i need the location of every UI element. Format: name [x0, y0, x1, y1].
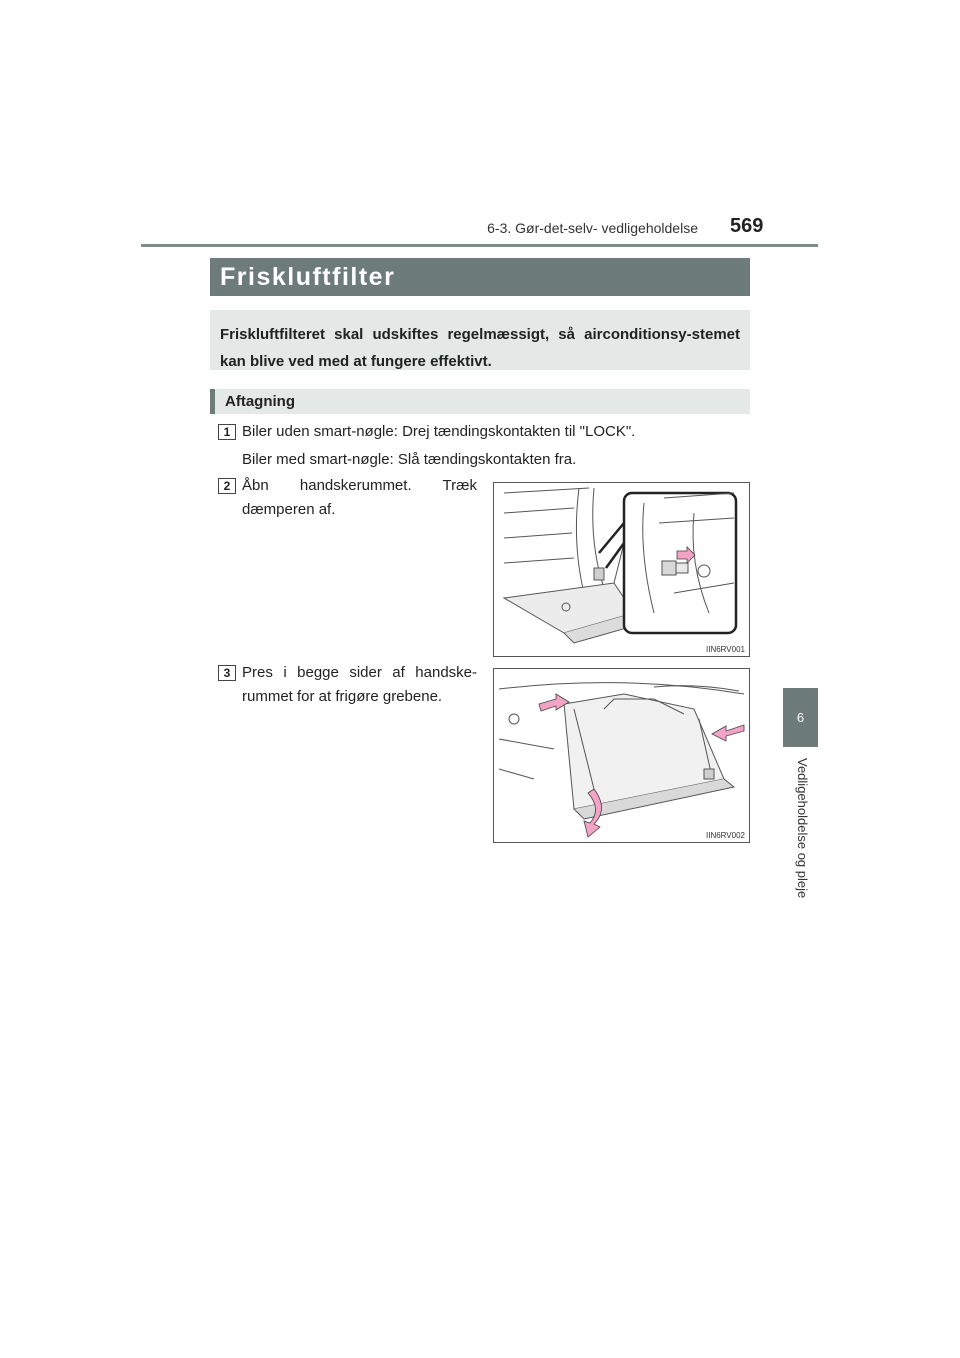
chapter-tab-number: 6 [796, 710, 805, 725]
step-number-3: 3 [218, 665, 236, 681]
intro-text: Friskluftfilteret skal udskiftes regelmæssigt, så airconditionsy-stemet kan blive ved med at fungere effektivt. [220, 326, 740, 370]
header-divider [141, 244, 818, 247]
intro-box [210, 310, 750, 370]
step-number-1: 1 [218, 424, 236, 440]
glovebox-damper-illustration [494, 483, 749, 656]
chapter-tab [783, 688, 818, 747]
subheading-bar [210, 389, 750, 414]
figure-code: IIN6RV002 [706, 831, 745, 840]
step-3-text: Pres i begge sider af handske-rummet for at frigøre grebene. [242, 664, 477, 705]
figure-code: IIN6RV001 [706, 645, 745, 654]
glovebox-release-illustration [494, 669, 749, 842]
running-header-section: 6-3. Gør-det-selv- vedligeholdelse [487, 220, 698, 236]
section-title: Friskluftfilter [220, 262, 396, 291]
page-number: 569 [730, 215, 764, 237]
chapter-tab-label: Vedligeholdelse og pleje [795, 758, 810, 899]
step-1-line-2: Biler med smart-nøgle: Slå tændingskontakten fra. [242, 451, 577, 468]
figure-glovebox-release [493, 668, 750, 843]
section-title-bar [210, 258, 750, 296]
step-number-2: 2 [218, 478, 236, 494]
subheading: Aftagning [225, 393, 295, 410]
step-2-text: Åbn handskerummet. Træk dæmperen af. [242, 477, 477, 518]
figure-glovebox-damper [493, 482, 750, 657]
step-1-line-1: Biler uden smart-nøgle: Drej tændingskontakten til "LOCK". [242, 423, 636, 440]
